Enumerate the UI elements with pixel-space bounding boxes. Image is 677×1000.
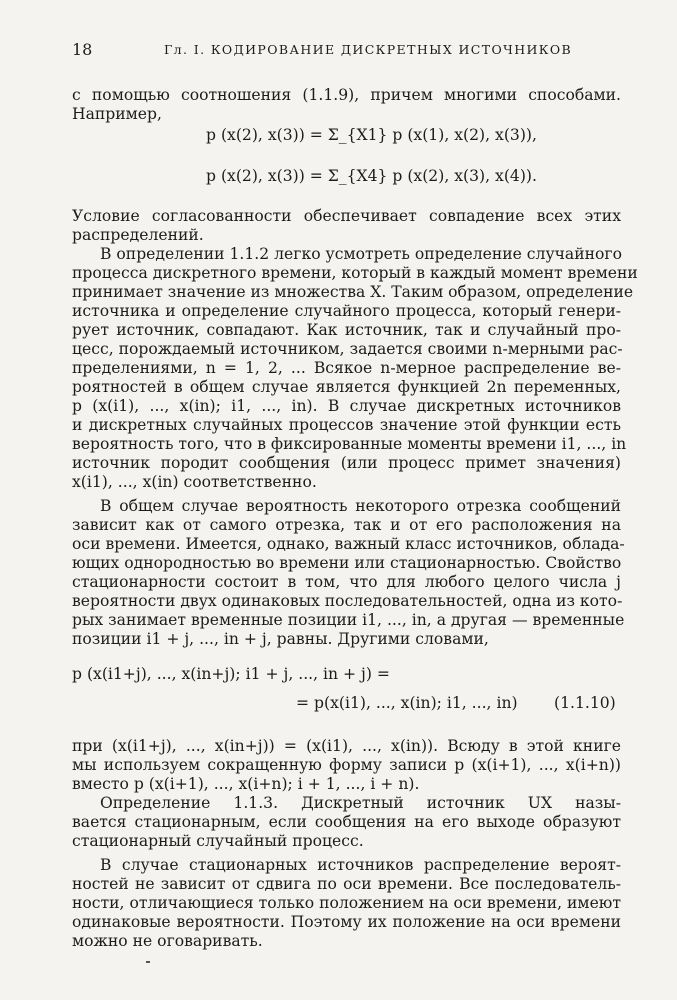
consistency-line-2: распределений. [72,226,204,244]
process-line-9: p (x(i1), ..., x(in); i1, ..., in). В случае дискретных источников [72,397,621,415]
stationarity-line-1: В общем случае вероятность некоторого отрезка сообщений [100,497,621,515]
stationarity-line-6: вероятности двух одинаковых последовательностей, одна из кото- [72,592,623,610]
process-line-11: вероятность того, что в фиксированные моменты времени i1, ..., in [72,435,627,453]
process-line-2: процесса дискретного времени, который в каждый момент времени [72,264,638,282]
page-number: 18 [72,40,93,59]
stationarity-line-3: оси времени. Имеется, однако, важный класс источников, облада- [72,535,625,553]
notation-line-3: вместо p (x(i+1), ..., x(i+n); i + 1, ..., i + n). [72,775,420,793]
process-line-13: x(i1), ..., x(in) соответственно. [72,473,317,491]
notation-line-1: при (x(i1+j), ..., x(in+j)) = (x(i1), ..., x(in)). Всюду в этой книге [72,737,621,755]
process-line-8: роятностей в общем случае является функцией 2n переменных, [72,378,621,396]
formula-consistency-2: p (x(2), x(3)) = Σ_{X4} p (x(2), x(3), x(4)). [206,167,537,185]
intro-line-2: Например, [72,105,162,123]
final-line-2: ностей не зависит от сдвига по оси времени. Все последователь- [72,875,621,893]
final-line-3: ности, отличающиеся только положением на оси времени, имеют [72,894,621,912]
equation-1-1-10-rhs: = p(x(i1), ..., x(in); i1, ..., in) [296,694,518,712]
process-line-3: принимает значение из множества X. Таким образом, определение [72,283,634,301]
definition-line-1: Определение 1.1.3. Дискретный источник UX назы- [100,794,621,812]
process-line-12: источник породит сообщения (или процесс примет значения) [72,454,621,472]
stationarity-line-2: зависит как от самого отрезка, так и от его расположения на [72,516,621,534]
process-line-4: источника и определение случайного процесса, который генери- [72,302,621,320]
stationarity-line-7: рых занимает временные позиции i1, ..., in, а другая — временные [72,611,625,629]
stationarity-line-8: позиции i1 + j, ..., in + j, равны. Другими словами, [72,630,489,648]
equation-1-1-10-lhs: p (x(i1+j), ..., x(in+j); i1 + j, ..., in + j) = [72,665,390,683]
process-line-6: цесс, порождаемый источником, задается своими n-мерными рас- [72,340,623,358]
process-line-10: и дискретных случайных процессов значение этой функции есть [72,416,621,434]
running-head: Гл. I. КОДИРОВАНИЕ ДИСКРЕТНЫХ ИСТОЧНИКОВ [164,42,573,57]
stationarity-line-4: ющих однородностью во времени или стационарностью. Свойство [72,554,622,572]
equation-number: (1.1.10) [554,694,616,712]
process-line-5: рует источник, совпадают. Как источник, так и случайный про- [72,321,621,339]
definition-line-2: вается стационарным, если сообщения на его выходе образуют [72,813,621,831]
formula-consistency-1: p (x(2), x(3)) = Σ_{X1} p (x(1), x(2), x(3)), [206,126,537,144]
definition-line-3: стационарный случайный процесс. [72,832,364,850]
page-speck [146,961,150,963]
stationarity-line-5: стационарности состоит в том, что для любого целого числа j [72,573,621,591]
intro-line-1: с помощью соотношения (1.1.9), причем многими способами. [72,86,621,104]
consistency-line-1: Условие согласованности обеспечивает совпадение всех этих [72,207,621,225]
page-header [72,40,611,62]
process-line-7: пределениями, n = 1, 2, ... Всякое n-мерное распределение ве- [72,359,621,377]
final-line-1: В случае стационарных источников распределение вероят- [100,856,621,874]
notation-line-2: мы используем сокращенную форму записи p (x(i+1), ..., x(i+n)) [72,756,621,774]
final-line-5: можно не оговаривать. [72,932,263,950]
final-line-4: одинаковые вероятности. Поэтому их положение на оси времени [72,913,621,931]
process-line-1: В определении 1.1.2 легко усмотреть определение случайного [100,245,622,263]
